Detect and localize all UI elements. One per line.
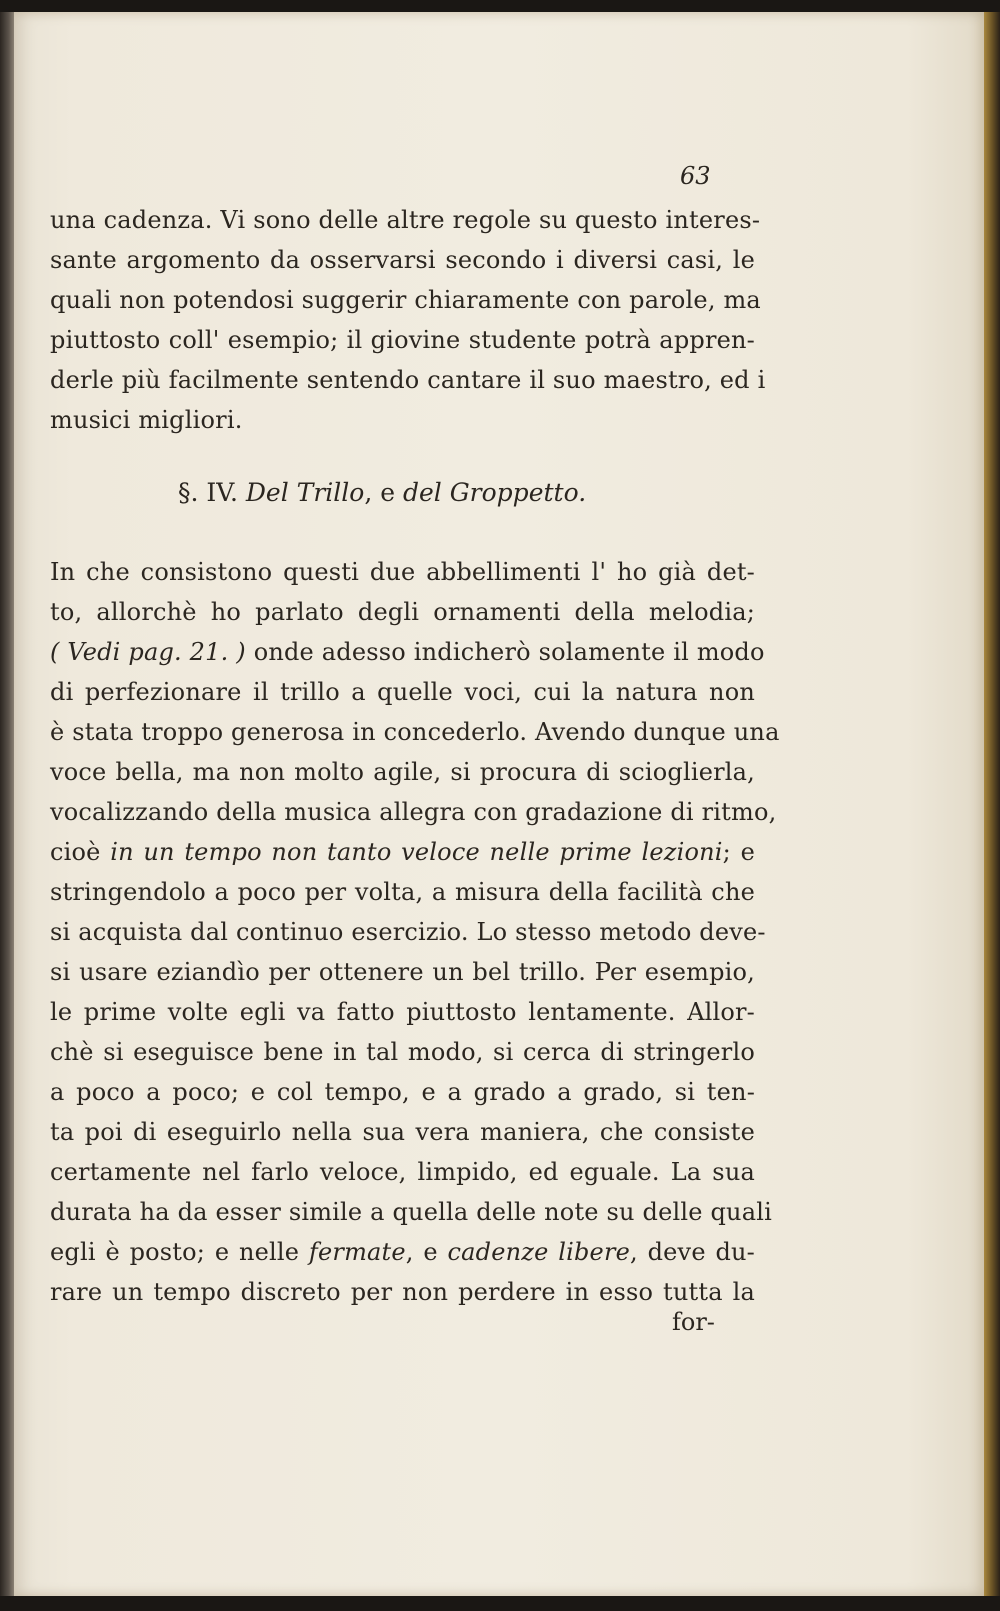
italic-term: cadenze libere: [447, 1238, 631, 1266]
text-line: certamente nel farlo veloce, limpido, ed eguale. La sua: [50, 1158, 755, 1186]
section-heading: [178, 478, 586, 507]
paragraph-continuation: [50, 200, 766, 440]
text-line: le prime volte egli va fatto piuttosto lentamente. Allor-: [50, 998, 755, 1026]
text-segment: onde adesso indicherò solamente il modo: [245, 638, 765, 666]
text-line: derle più facilmente sentendo cantare il suo maestro, ed i: [50, 366, 766, 394]
text-line: una cadenza. Vi sono delle altre regole su questo interes-: [50, 206, 761, 234]
text-line: voce bella, ma non molto agile, si procura di scioglierla,: [50, 758, 755, 786]
text-line: si acquista dal continuo esercizio. Lo stesso metodo deve-: [50, 918, 766, 946]
text-segment: ; e: [722, 838, 755, 866]
section-number: §. IV.: [178, 478, 238, 507]
text-line: [50, 632, 765, 672]
text-line: ta poi di eseguirlo nella sua vera maniera, che consiste: [50, 1118, 755, 1146]
binding-edge: [0, 12, 14, 1596]
text-line: stringendolo a poco per volta, a misura della facilità che: [50, 878, 755, 906]
page-edge: [984, 12, 1000, 1596]
text-line: chè si eseguisce bene in tal modo, si cerca di stringerlo: [50, 1038, 755, 1066]
text-line: musici migliori.: [50, 406, 243, 434]
text-line: a poco a poco; e col tempo, e a grado a grado, si ten-: [50, 1078, 755, 1106]
section-title: Del Trillo: [245, 478, 365, 507]
text-segment: , deve du-: [630, 1238, 755, 1266]
text-line: si usare eziandìo per ottenere un bel trillo. Per esempio,: [50, 958, 755, 986]
text-line: [50, 832, 755, 872]
text-segment: cioè: [50, 838, 111, 866]
section-title: del Groppetto.: [402, 478, 587, 507]
page-number: 63: [680, 162, 711, 190]
catchword: for-: [672, 1308, 715, 1336]
text-line: [50, 1232, 755, 1272]
text-segment: egli è posto; e nelle: [50, 1238, 309, 1266]
text-line: rare un tempo discreto per non perdere in esso tutta la: [50, 1278, 755, 1306]
text-line: durata ha da esser simile a quella delle note su delle quali: [50, 1198, 772, 1226]
text-line: sante argomento da osservarsi secondo i diversi casi, le: [50, 246, 755, 274]
section-title-separator: , e: [364, 478, 396, 507]
text-segment: , e: [405, 1238, 448, 1266]
italic-phrase: in un tempo non tanto veloce nelle prime lezioni: [110, 838, 723, 866]
paragraph-trillo: [50, 552, 780, 1312]
italic-term: fermate: [308, 1238, 406, 1266]
text-line: piuttosto coll' esempio; il giovine studente potrà appren-: [50, 326, 755, 354]
text-line: to, allorchè ho parlato degli ornamenti della melodia;: [50, 598, 755, 626]
text-line: In che consistono questi due abbellimenti l' ho già det-: [50, 558, 755, 586]
text-line: è stata troppo generosa in concederlo. Avendo dunque una: [50, 718, 780, 746]
page-reference: ( Vedi pag. 21. ): [50, 638, 246, 666]
text-line: quali non potendosi suggerir chiaramente con parole, ma: [50, 286, 761, 314]
text-line: di perfezionare il trillo a quelle voci, cui la natura non: [50, 678, 755, 706]
text-line: vocalizzando della musica allegra con gradazione di ritmo,: [50, 798, 777, 826]
